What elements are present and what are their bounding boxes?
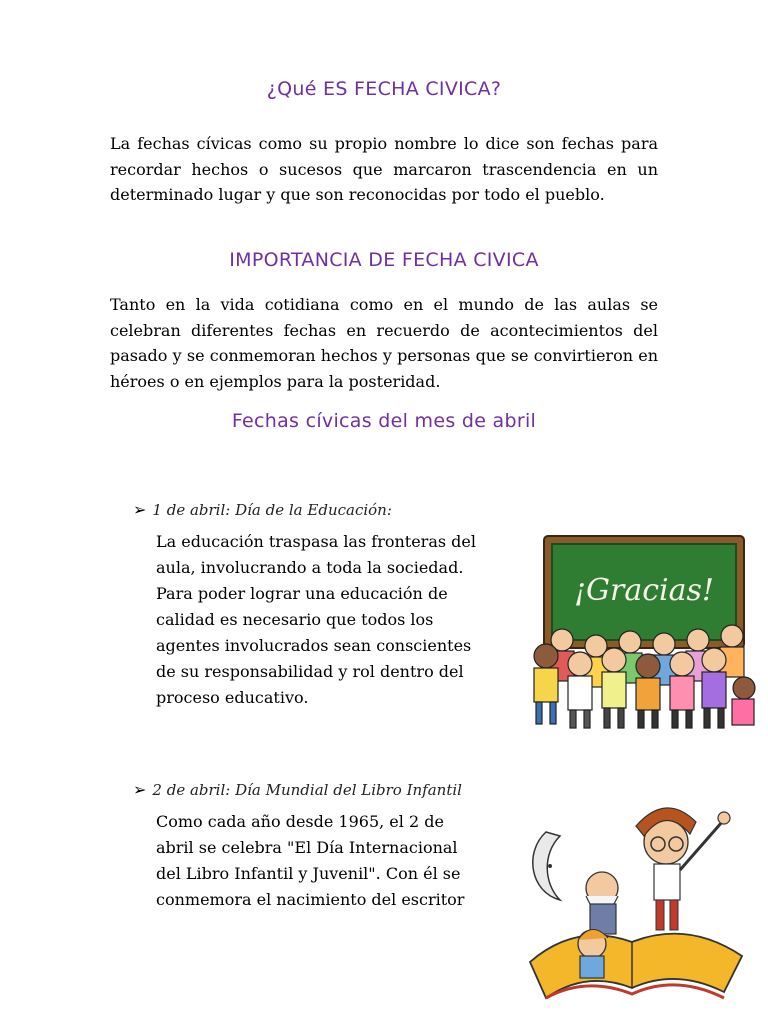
item-1-body [156, 529, 506, 711]
children-chalkboard-illustration [518, 528, 764, 734]
importance-text: Tanto en la vida cotidiana como en el mundo de las aulas se celebran diferentes fechas en recuerdo de acontecimientos del pasado y se conmemoran hechos y personas que se convirtieron en héroes o en ejemplos para la posteridad. [110, 295, 658, 391]
item-1-line: La educación traspasa las fronteras del [156, 532, 476, 551]
item-1-line: Para poder lograr una educación de [156, 584, 448, 603]
item-2-body [156, 809, 506, 913]
board-text: ¡Gracias! [574, 573, 714, 608]
item-2-title: 2 de abril: Día Mundial del Libro Infantil [152, 780, 462, 799]
item-1-heading [133, 500, 392, 519]
item-1-line: calidad es necesario que todos los [156, 610, 434, 629]
item-1-line: proceso educativo. [156, 688, 309, 707]
item-1-title: 1 de abril: Día de la Educación: [152, 500, 392, 519]
arrow-bullet-icon: ➢ [133, 500, 147, 519]
item-2-line: Como cada año desde 1965, el 2 de [156, 812, 444, 831]
item-1-line: aula, involucrando a toda la sociedad. [156, 558, 464, 577]
flying-book-illustration [516, 792, 752, 1018]
item-2-line: del Libro Infantil y Juvenil". Con él se [156, 864, 461, 883]
item-1-line: de su responsabilidad y rol dentro del [156, 662, 464, 681]
definition-text: La fechas cívicas como su propio nombre lo dice son fechas para recordar hechos o sucesos que marcaron trascendencia en un determinado lugar y que son reconocidas por todo el pueblo. [110, 134, 658, 204]
paragraph-importance [110, 292, 658, 394]
item-2-heading [133, 780, 462, 799]
item-2-line: conmemora el nacimiento del escritor [156, 890, 465, 909]
heading-que-es-fecha-civica: ¿Qué ES FECHA CIVICA? [266, 78, 502, 100]
arrow-bullet-icon: ➢ [133, 780, 147, 799]
heading-importancia: IMPORTANCIA DE FECHA CIVICA [229, 249, 539, 271]
paragraph-definition [110, 131, 658, 208]
item-2-line: abril se celebra "El Día Internacional [156, 838, 458, 857]
heading-fechas-abril: Fechas cívicas del mes de abril [231, 410, 537, 432]
item-1-line: agentes involucrados sean conscientes [156, 636, 472, 655]
